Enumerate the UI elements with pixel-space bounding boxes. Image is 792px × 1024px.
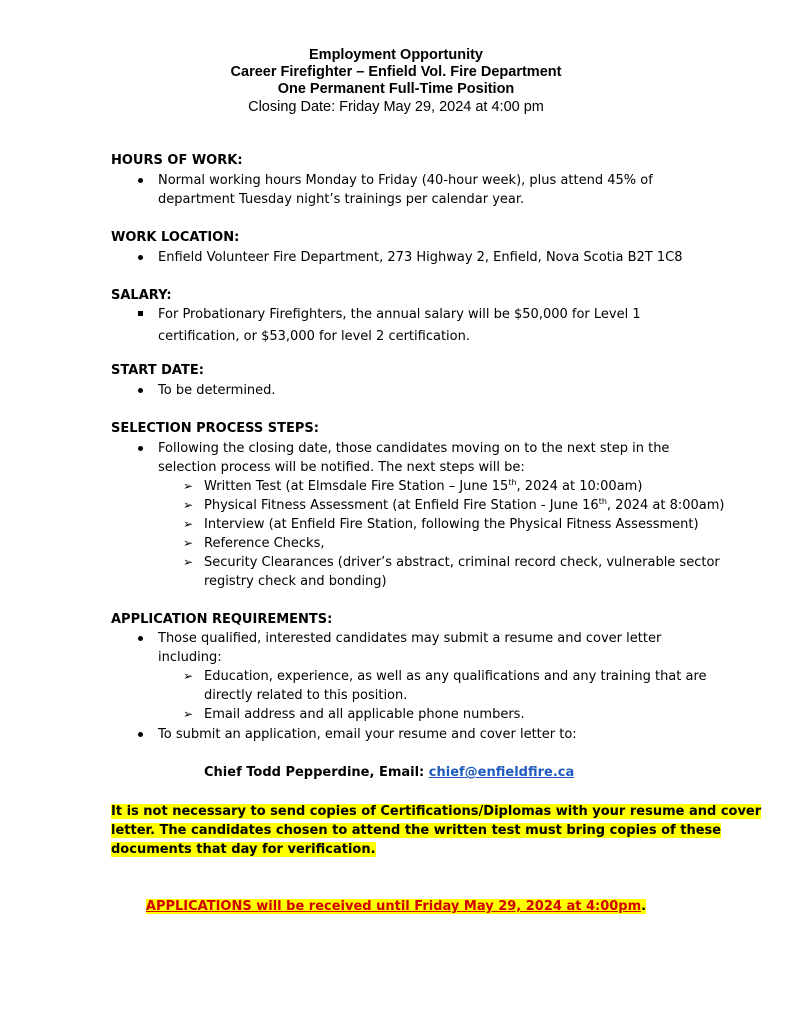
selection-text-line1: Following the closing date, those candidates moving on to the next step in the <box>158 441 670 456</box>
location-title: WORK LOCATION: <box>111 230 240 245</box>
contact-email-link[interactable]: chief@enfieldfire.ca <box>428 765 575 780</box>
requirements-text-line1: Those qualified, interested candidates may submit a resume and cover letter <box>158 631 662 646</box>
arrow-bullet-icon: ➢ <box>183 707 194 721</box>
salary-title: SALARY: <box>111 288 172 303</box>
header-type: One Permanent Full-Time Position <box>277 81 515 97</box>
arrow-bullet-icon: ➢ <box>183 536 194 550</box>
certification-notice <box>111 802 762 859</box>
submit-text: To submit an application, email your resume and cover letter to: <box>158 727 577 742</box>
arrow-bullet-icon: ➢ <box>183 669 194 683</box>
location-text: Enfield Volunteer Fire Department, 273 Highway 2, Enfield, Nova Scotia B2T 1C8 <box>158 250 683 265</box>
header-title: Employment Opportunity <box>309 47 483 63</box>
final-deadline: APPLICATIONS will be received until Friday May 29, 2024 at 4:00pm. <box>145 899 647 914</box>
header-position: Career Firefighter – Enfield Vol. Fire Department <box>230 64 562 80</box>
arrow-bullet-icon: ➢ <box>183 555 194 569</box>
salary-text-line2: certification, or $53,000 for level 2 certification. <box>158 329 470 344</box>
bullet-icon <box>138 388 143 393</box>
contact-name: Chief Todd Pepperdine, Email: <box>204 765 429 780</box>
bullet-icon <box>138 732 143 737</box>
start-text: To be determined. <box>158 383 276 398</box>
hours-text-line1: Normal working hours Monday to Friday (40-hour week), plus attend 45% of <box>158 173 653 188</box>
document-header <box>0 47 792 116</box>
hours-title: HOURS OF WORK: <box>111 153 243 168</box>
notice-line2: letter. The candidates chosen to attend the written test must bring copies of these <box>111 823 722 838</box>
square-bullet-icon <box>138 311 143 316</box>
selection-title: SELECTION PROCESS STEPS: <box>111 421 319 436</box>
selection-text-line2: selection process will be notified. The next steps will be: <box>158 460 525 475</box>
arrow-bullet-icon: ➢ <box>183 479 194 493</box>
hours-text-line2: department Tuesday night’s trainings per calendar year. <box>158 192 525 207</box>
document-page: Employment Opportunity Career Firefighter – Enfield Vol. Fire Department One Permanent Full-Time Position Closing Date: Friday May 29, 2024 at 4:00 pm HOURS OF WORK: Normal working hours Monday to Friday (40-hour week), plus attend 45% of department Tuesday night’s trainings per calendar year. WORK LOCATION: Enfield Volunteer Fire Department, 273 Highway 2, Enfield, Nova Scotia B2T 1C8 SALARY: For Probationary Firefighters, the annual salary will be $50,000 for Level 1 certification, or $53,000 for level 2 certification. START DATE: To be determined. SELECTION PROCESS STEPS: Following the closing date, those candidates moving on to the next step in the selection process will be notified. The next steps will be: ➢ Written Test (at Elmsdale Fire Station – June 15th, 2024 at 10:00am) ➢ Physical Fitness Assessment (at Enfield Fire Station - June 16th, 2024 at 8:00am) ➢ Interview (at Enfield Fire Station, following the Physical Fitness Assessment) ➢ Reference Checks, ➢ Security Clearances (driver’s abstract, criminal record check, vulnerable sector registry check and bonding) APPLICATION REQUIREMENTS: Those qualified, interested candidates may submit a resume and cover letter including: ➢ Education, experience, as well as any qualifications and any training that are directly related to this position. ➢ Email address and all applicable phone numbers. To submit an application, email your resume and cover letter to: Chief Todd Pepperdine, Email: chief@enfieldfire.ca It is not necessary to send copies of Certifications/Diplomas with your resume and cover letter. The candidates chosen to attend the written test must bring copies of these documents that day for verification. APPLICATIONS will be received until Friday May 29, 2024 at 4:00pm. <box>0 0 792 1024</box>
contact-line <box>204 763 574 782</box>
bullet-icon <box>138 255 143 260</box>
bullet-icon <box>138 636 143 641</box>
start-title: START DATE: <box>111 363 204 378</box>
arrow-bullet-icon: ➢ <box>183 517 194 531</box>
bullet-icon <box>138 178 143 183</box>
arrow-bullet-icon: ➢ <box>183 498 194 512</box>
notice-line3: documents that day for verification. <box>111 842 376 857</box>
header-closing-date: Closing Date: Friday May 29, 2024 at 4:00 pm <box>248 99 544 115</box>
requirements-title: APPLICATION REQUIREMENTS: <box>111 612 333 627</box>
requirements-text-line2: including: <box>158 650 222 665</box>
deadline-text: APPLICATIONS will be received until Friday May 29, 2024 at 4:00pm <box>145 899 642 914</box>
notice-line1: It is not necessary to send copies of Certifications/Diplomas with your resume and cover <box>111 804 762 819</box>
bullet-icon <box>138 446 143 451</box>
salary-text-line1: For Probationary Firefighters, the annual salary will be $50,000 for Level 1 <box>158 307 641 322</box>
